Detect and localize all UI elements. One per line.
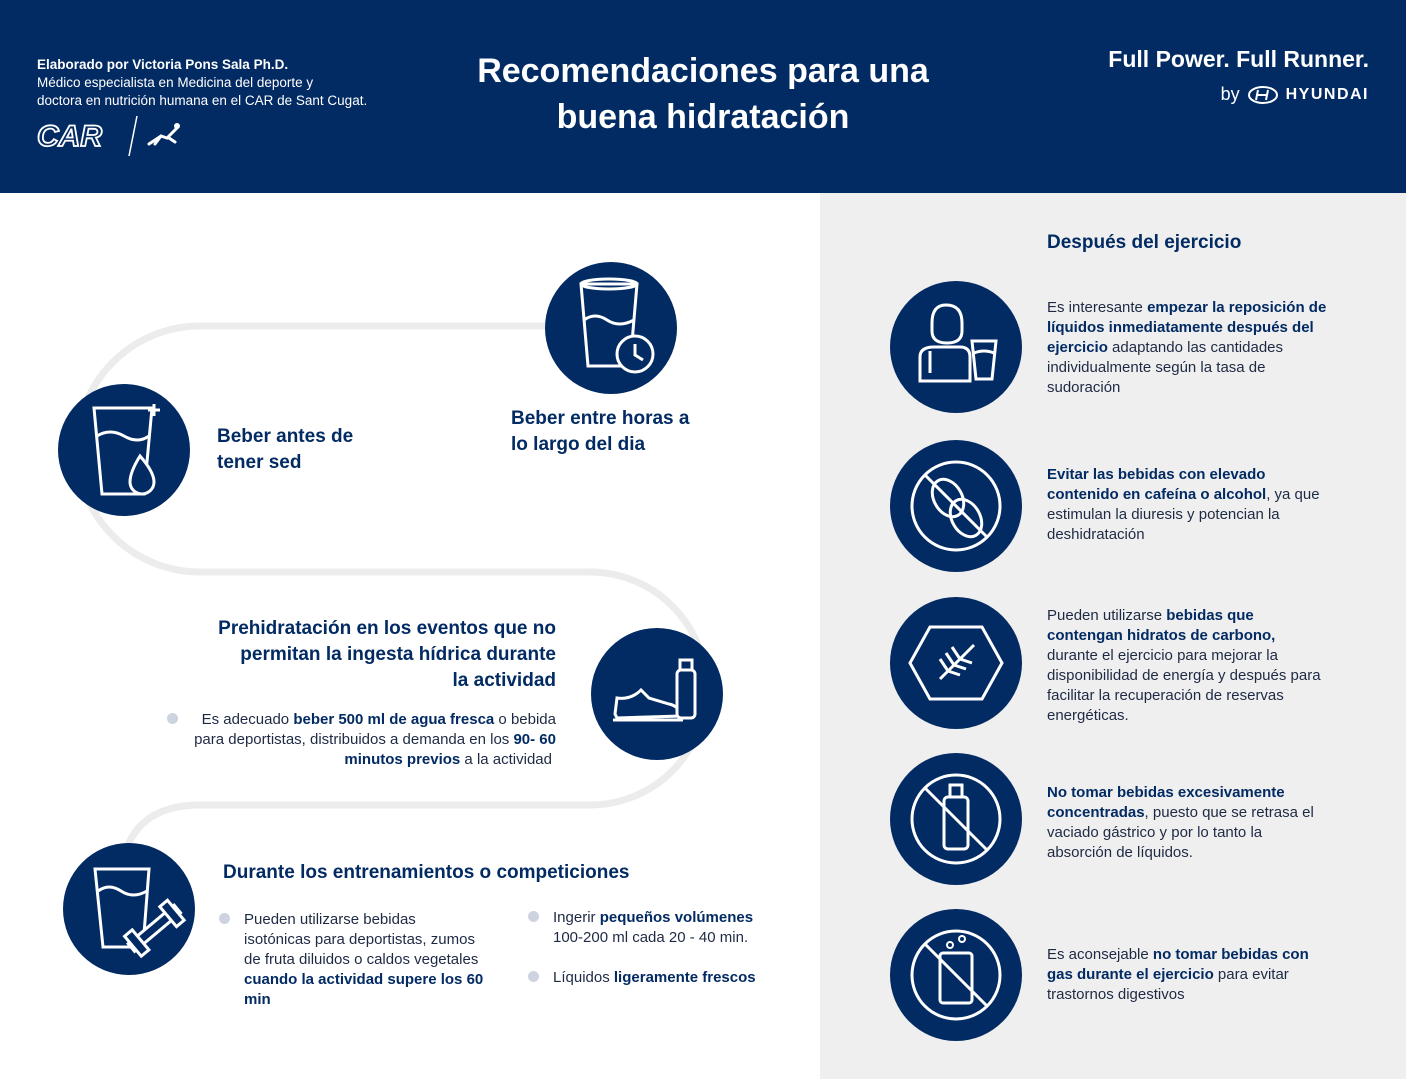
durante-b2-text: Ingerir	[553, 909, 600, 926]
despues-item-2	[1047, 465, 1347, 545]
durante-bullet-2	[553, 908, 803, 948]
step-prehidratacion-title	[160, 616, 556, 694]
despues-item-4	[1047, 783, 1347, 863]
item3-highlight-1: bebidas que	[1166, 607, 1254, 624]
brand-slogan: Full Power. Full Runner.	[1108, 46, 1369, 72]
car-logo-text: CAR	[37, 120, 102, 153]
durante-b2-line-2: 100-200 ml cada 20 - 40 min.	[553, 929, 749, 946]
author-block	[37, 56, 367, 110]
step-beber-entre-horas	[511, 406, 689, 458]
item1-line-4: individualmente según la tasa de	[1047, 359, 1266, 376]
section-title-despues: Después del ejercicio	[1047, 232, 1242, 253]
step-beber-entre-line-2: lo largo del dia	[511, 434, 646, 455]
prehidratacion-highlight-1: beber 500 ml de agua fresca	[293, 711, 495, 728]
step-beber-antes-line-1: Beber antes de	[217, 426, 354, 447]
hyundai-logo-icon	[1248, 86, 1278, 104]
item1-highlight-2: líquidos inmediatamente después del	[1047, 319, 1314, 336]
glass-dumbbell-icon	[63, 843, 195, 975]
item3-line-5: facilitar la recuperación de reservas	[1047, 687, 1284, 704]
prehidratacion-text-1: Es adecuado	[201, 711, 294, 728]
item2-highlight-1: Evitar las bebidas con elevado	[1047, 466, 1266, 483]
glass-clock-icon	[545, 262, 677, 394]
author-line-2: Médico especialista en Medicina del deporte y	[37, 75, 314, 90]
item1-highlight-3: ejercicio	[1047, 339, 1108, 356]
item3-line-6: energéticas.	[1047, 707, 1129, 724]
durante-b1-line-3: de fruta diluidos o caldos vegetales	[244, 951, 479, 968]
item5-highlight-1: no tomar bebidas con	[1152, 946, 1309, 963]
item3-line-4: disponibilidad de energía y después para	[1047, 667, 1321, 684]
prehidratacion-bullet	[150, 710, 556, 770]
despues-item-3	[1047, 606, 1347, 726]
item5-line-3: trastornos digestivos	[1047, 986, 1185, 1003]
despues-item-1	[1047, 298, 1347, 398]
item2-text-1: , ya que	[1266, 486, 1320, 503]
item4-highlight-2: concentradas	[1047, 804, 1145, 821]
durante-b1-line-1: Pueden utilizarse bebidas	[244, 911, 416, 928]
page-title	[403, 48, 1003, 140]
no-concentrated-drink-icon	[890, 753, 1022, 885]
item5-text-1: Es aconsejable	[1047, 946, 1153, 963]
item4-line-3: vaciado gástrico y por lo tanto la	[1047, 824, 1263, 841]
durante-b2-highlight: pequeños volúmenes	[599, 909, 754, 926]
shoe-bottle-icon	[591, 628, 723, 760]
item3-highlight-2: contengan hidratos de carbono,	[1047, 627, 1276, 644]
durante-b3-text: Líquidos	[553, 969, 614, 986]
item3-line-3: durante el ejercicio para mejorar la	[1047, 647, 1278, 664]
header-banner	[0, 0, 1406, 193]
prehidratacion-title-line-3: la actividad	[452, 670, 556, 691]
title-line-1: Recomendaciones para una	[477, 52, 929, 90]
brand-by	[1221, 84, 1369, 105]
bullet-dot	[219, 913, 230, 924]
prehidratacion-text-3: para deportistas, distribuidos a demanda en los	[194, 731, 514, 748]
carbohydrate-icon	[890, 597, 1022, 729]
item4-text-1: , puesto que se retrasa el	[1144, 804, 1314, 821]
no-sparkling-drink-icon	[890, 909, 1022, 1041]
bullet-dot	[528, 971, 539, 982]
durante-b1-highlight-1: cuando la actividad supere los 60	[244, 971, 484, 988]
by-label: by	[1220, 84, 1240, 104]
prehidratacion-title-line-2: permitan la ingesta hídrica durante	[240, 644, 556, 665]
runner-icon	[149, 128, 177, 144]
prehidratacion-title-line-1: Prehidratación en los eventos que no	[218, 618, 556, 639]
hyundai-wordmark: HYUNDAI	[1285, 85, 1369, 103]
author-line-3: doctora en nutrición humana en el CAR de Sant Cugat.	[37, 93, 368, 108]
item2-line-4: deshidratación	[1047, 526, 1145, 543]
prehidratacion-highlight-2: 90- 60	[513, 731, 556, 748]
athlete-drink-icon	[890, 281, 1022, 413]
step-beber-antes-line-2: tener sed	[217, 452, 302, 473]
prehidratacion-highlight-3: minutos previos	[344, 751, 461, 768]
prehidratacion-text-4: a la actividad	[460, 751, 552, 768]
author-name: Victoria Pons Sala Ph.D.	[132, 57, 289, 72]
durante-b1-line-2: isotónicas para deportistas, zumos	[244, 931, 475, 948]
bullet-dot	[528, 911, 539, 922]
no-caffeine-icon	[890, 440, 1022, 572]
prehidratacion-text-2: o bebida	[494, 711, 556, 728]
item1-highlight-1: empezar la reposición de	[1147, 299, 1327, 316]
durante-b3-highlight: ligeramente frescos	[613, 969, 756, 986]
author-prefix: Elaborado por	[37, 57, 133, 72]
item1-line-5: sudoración	[1047, 379, 1121, 396]
car-logo	[37, 114, 187, 163]
title-line-2: buena hidratación	[556, 98, 850, 136]
step-beber-entre-line-1: Beber entre horas a	[511, 408, 690, 429]
item2-line-3: estimulan la diuresis y potencian la	[1047, 506, 1280, 523]
item2-highlight-2: contenido en cafeína o alcohol	[1047, 486, 1267, 503]
step-durante-title: Durante los entrenamientos o competiciones	[223, 862, 630, 883]
glass-plus-icon	[58, 384, 190, 516]
item4-line-4: absorción de líquidos.	[1047, 844, 1193, 861]
despues-item-5	[1047, 945, 1347, 1005]
item1-text-2: adaptando las cantidades	[1107, 339, 1284, 356]
durante-bullet-1	[244, 910, 514, 1010]
item5-text-2: para evitar	[1213, 966, 1289, 983]
step-beber-antes	[217, 424, 353, 476]
item1-text-1: Es interesante	[1047, 299, 1148, 316]
item4-highlight-1: No tomar bebidas excesivamente	[1047, 784, 1285, 801]
item3-text-1: Pueden utilizarse	[1047, 607, 1167, 624]
durante-bullet-3	[553, 968, 803, 988]
item5-highlight-2: gas durante el ejercicio	[1047, 966, 1214, 983]
durante-b1-highlight-2: min	[244, 991, 271, 1008]
